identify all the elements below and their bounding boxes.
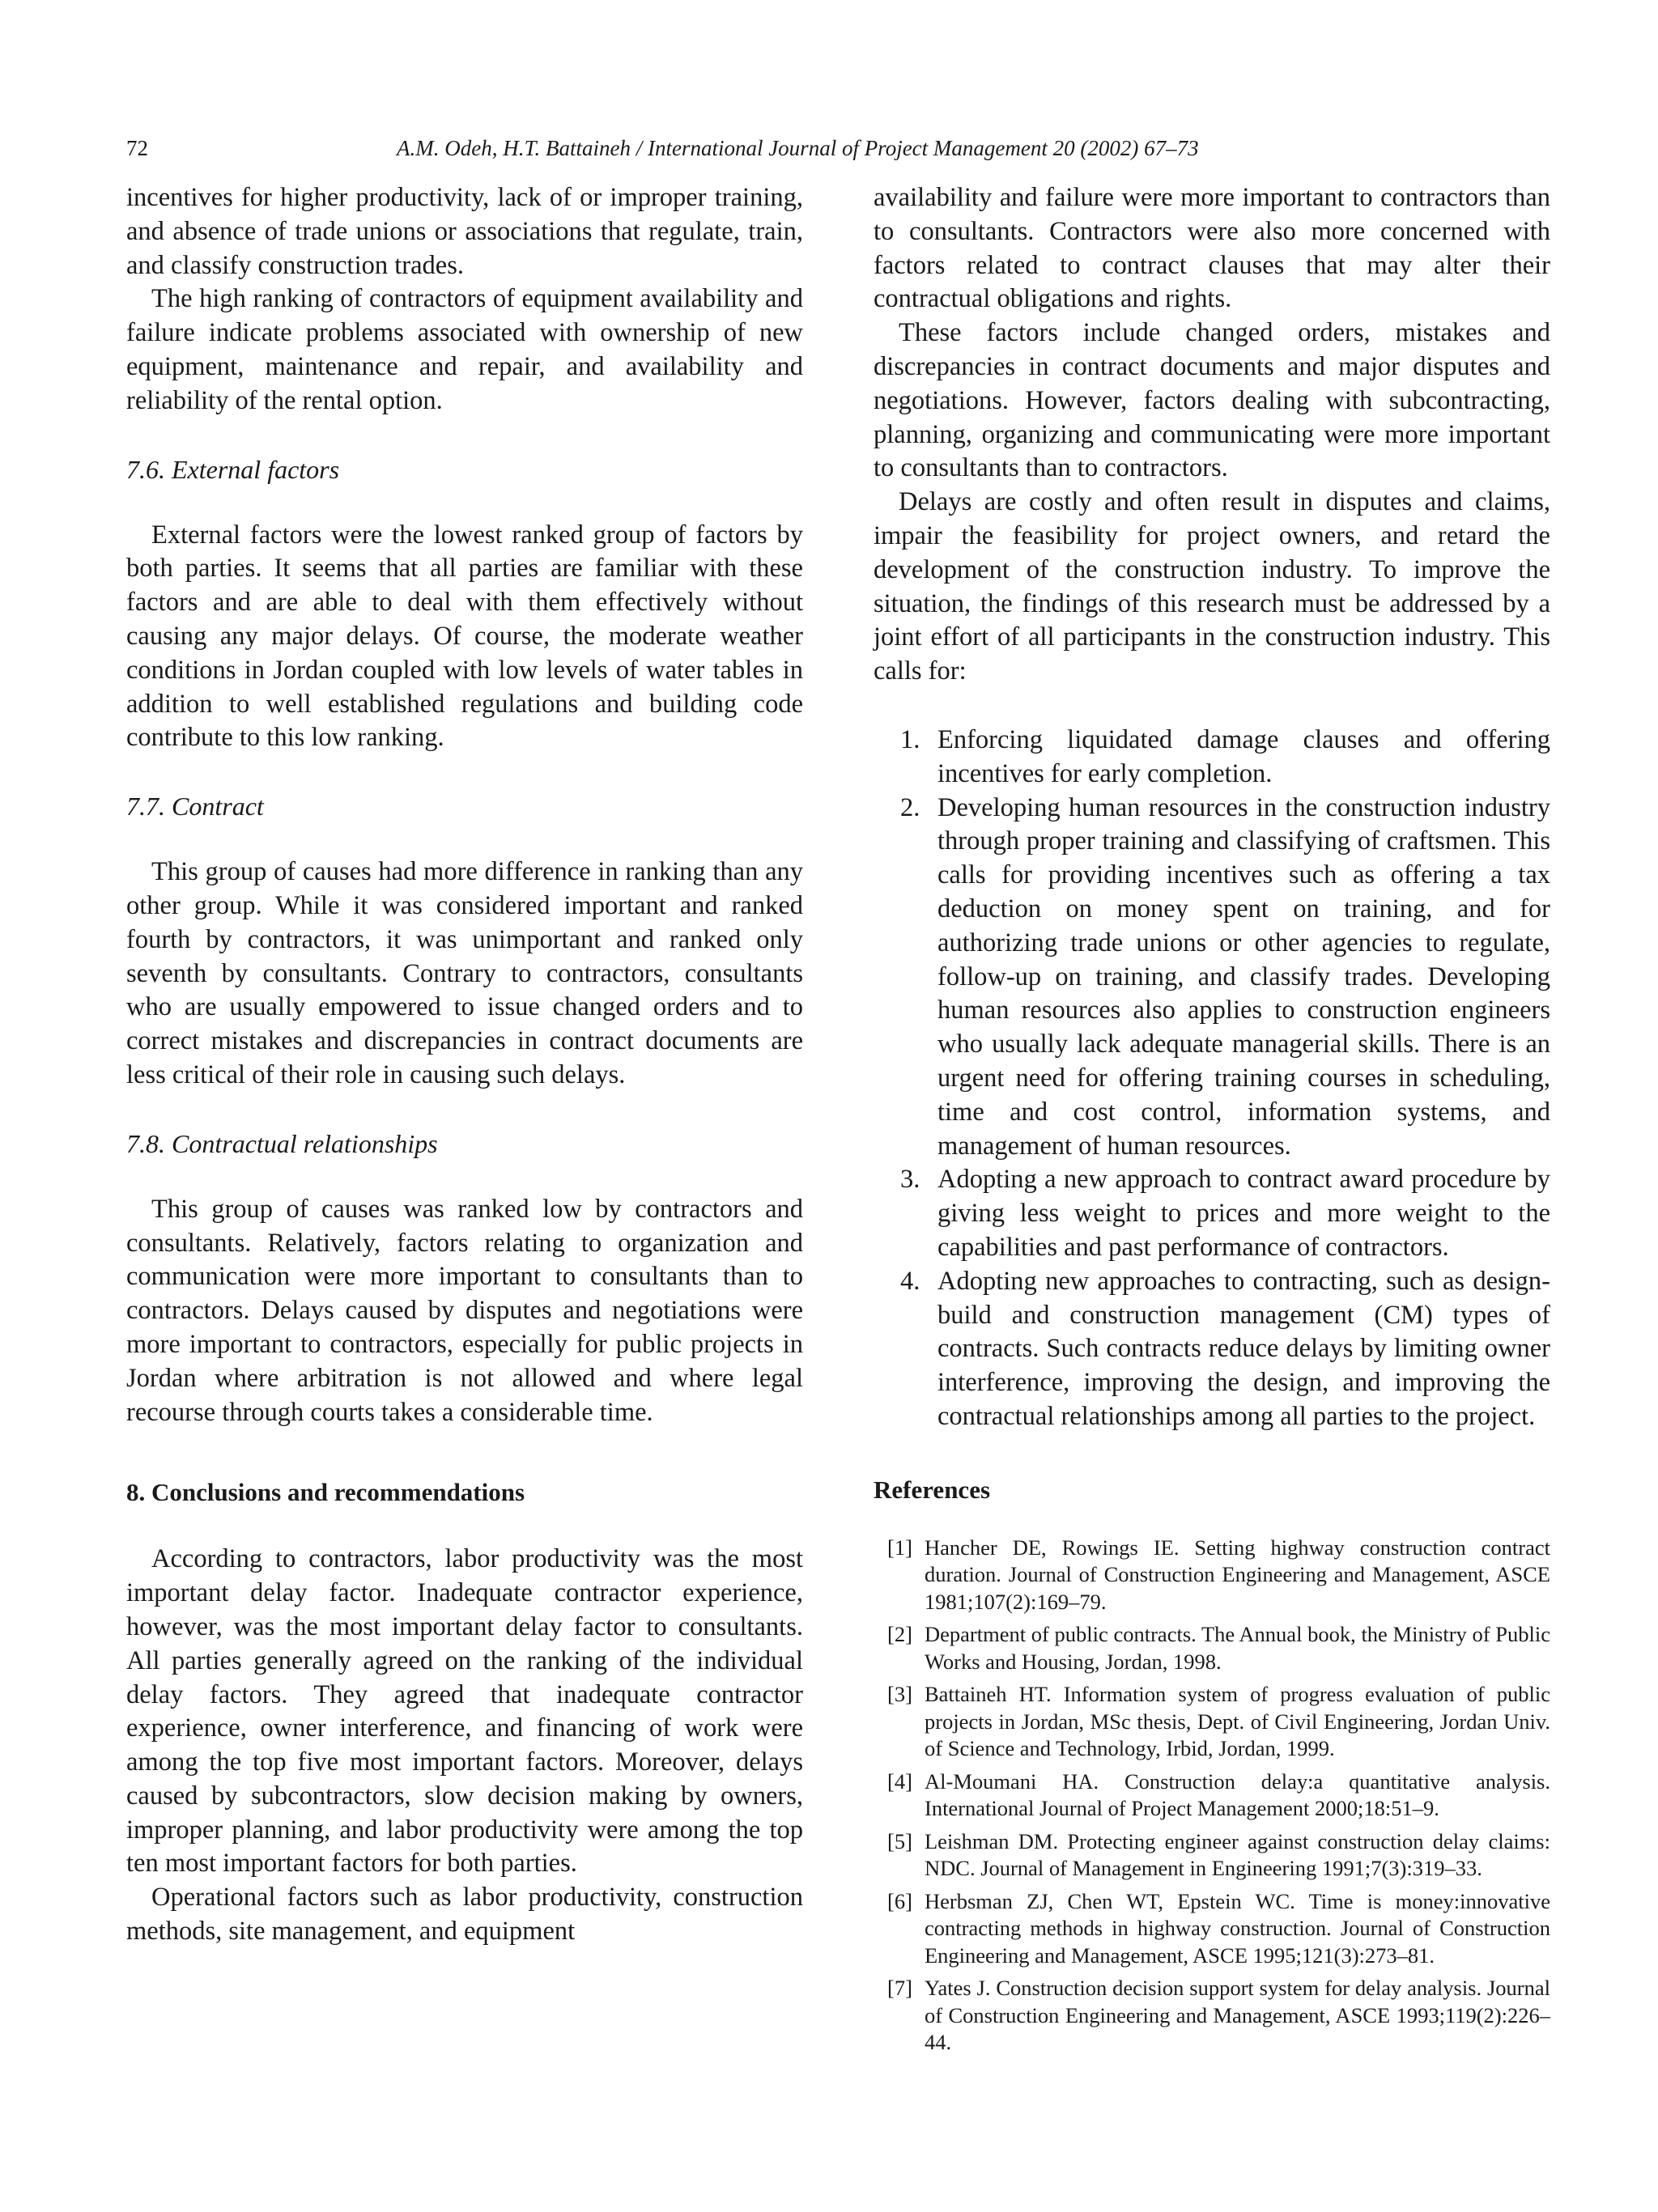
intro-paragraph-continued: incentives for higher productivity, lack of or improper training, and absence of trade unions or associations that regulate, train, and classify construction trades.: [126, 183, 803, 280]
section-7-6-paragraph: External factors were the lowest ranked group of factors by both parties. It seems that all parties are familiar with these factors and are able to deal with them effectively without causing any major delays. Of course, the moderate weather conditions in Jordan coupled with low levels of water tables in addition to well established regulations and building code contribute to this low ranking.: [126, 520, 803, 753]
reference-number: [7]: [887, 1976, 912, 2001]
reference-item: [874, 1768, 1550, 1823]
reference-item: [874, 1621, 1550, 1675]
paragraph-continued: availability and failure were more important to contractors than to consultants. Contractors were also more concerned with factors related to contract clauses that may alter their contractual obligations and rights.: [874, 183, 1550, 314]
reference-text: Battaineh HT. Information system of progress evaluation of public projects in Jordan, MSc thesis, Dept. of Civil Engineering, Jordan Univ. of Science and Technology, Irbid, Jordan, 1999.: [925, 1682, 1550, 1761]
reference-item: [874, 1535, 1550, 1616]
recommendation-item: [874, 1163, 1550, 1264]
section-7-7-heading: 7.7. Contract: [126, 792, 264, 822]
reference-number: [5]: [887, 1828, 912, 1853]
journal-citation-header: A.M. Odeh, H.T. Battaineh / International Journal of Project Management 20 (2002) 67–73: [397, 136, 1199, 160]
reference-text: Herbsman ZJ, Chen WT, Epstein WC. Time is money:innovative contracting methods in highway construction. Journal of Construction Engineering and Management, ASCE 1995;121(3):273–81.: [925, 1888, 1550, 1968]
recommendation-item: [874, 724, 1550, 792]
references-heading: References: [874, 1475, 991, 1504]
reference-text: Department of public contracts. The Annual book, the Ministry of Public Works and Housing, Jordan, 1998.: [925, 1622, 1550, 1674]
paragraph-factors: These factors include changed orders, mistakes and discrepancies in contract documents and major disputes and negotiations. However, factors dealing with subcontracting, planning, organizing and communicating were more important to consultants than to contractors.: [874, 318, 1550, 483]
recommendation-text: Enforcing liquidated damage clauses and offering incentives for early completion.: [937, 724, 1550, 788]
reference-item: [874, 1828, 1550, 1883]
reference-number: [4]: [887, 1768, 912, 1794]
section-7-8-paragraph: This group of causes was ranked low by contractors and consultants. Relatively, factors relating to organization and communication were more important to consultants than to contractors. Delays caused by disputes and negotiations were more important to contractors, especially for public projects in Jordan where arbitration is not allowed and where legal recourse through courts takes a considerable time.: [126, 1194, 803, 1427]
paragraph-delays: Delays are costly and often result in disputes and claims, impair the feasibility for project owners, and retard the development of the construction industry. To improve the situation, the findings of this research must be addressed by a joint effort of all participants in the construction industry. This calls for:: [874, 487, 1550, 686]
reference-number: [2]: [887, 1622, 912, 1647]
recommendation-number: 1.: [900, 724, 920, 754]
recommendation-text: Adopting a new approach to contract award procedure by giving less weight to prices and more weight to the capabilities and past performance of contractors.: [937, 1165, 1550, 1262]
recommendation-number: 2.: [900, 792, 920, 822]
reference-text: Yates J. Construction decision support system for delay analysis. Journal of Construction Engineering and Management, ASCE 1993;119(2):226–44.: [925, 1976, 1550, 2055]
right-column: [874, 181, 1550, 2062]
reference-item: [874, 1975, 1550, 2057]
section-8-paragraph-2: Operational factors such as labor productivity, construction methods, site management, and equipment: [126, 1883, 803, 1947]
intro-paragraph-equipment: The high ranking of contractors of equipment availability and failure indicate problems associated with ownership of new equipment, maintenance and repair, and availability and reliability of the rental option.: [126, 284, 803, 415]
recommendation-text: Adopting new approaches to contracting, such as design-build and construction management (CM) types of contracts. Such contracts reduce delays by limiting owner interference, improving the design, and improving the contractual relationships among all parties to the project.: [937, 1266, 1550, 1431]
section-7-6-heading: 7.6. External factors: [126, 454, 340, 484]
running-head: [0, 136, 1658, 168]
reference-item: [874, 1681, 1550, 1763]
reference-number: [3]: [887, 1682, 912, 1707]
left-column: [126, 181, 803, 1949]
reference-text: Al-Moumani HA. Construction delay:a quantitative analysis. International Journal of Project Management 2000;18:51–9.: [925, 1768, 1550, 1821]
recommendation-item: [874, 1265, 1550, 1434]
reference-text: Leishman DM. Protecting engineer against construction delay claims: NDC. Journal of Management in Engineering 1991;7(3):319–33.: [925, 1828, 1550, 1881]
recommendation-text: Developing human resources in the construction industry through proper training and classifying of craftsmen. This calls for providing incentives such as offering a tax deduction on money spent on training, and for authorizing trade unions or other agencies to regulate, follow-up on training, and classify trades. Developing human resources also applies to construction engineers who usually lack adequate managerial skills. There is an urgent need for offering training courses in scheduling, time and cost control, information systems, and management of human resources.: [937, 792, 1550, 1161]
references-list: [874, 1535, 1550, 2057]
reference-number: [6]: [887, 1888, 912, 1913]
section-7-8-heading: 7.8. Contractual relationships: [126, 1128, 438, 1158]
section-8-heading: 8. Conclusions and recommendations: [126, 1478, 525, 1507]
page-number: 72: [126, 136, 148, 160]
recommendation-item: [874, 792, 1550, 1164]
reference-item: [874, 1888, 1550, 1970]
recommendation-number: 4.: [900, 1266, 920, 1296]
section-7-7-paragraph: This group of causes had more difference in ranking than any other group. While it was considered important and ranked fourth by contractors, it was unimportant and ranked only seventh by consultants. Contrary to contractors, consultants who are usually empowered to issue changed orders and to correct mistakes and discrepancies in contract documents are less critical of their role in causing such delays.: [126, 857, 803, 1089]
recommendations-list: [874, 724, 1550, 1434]
section-8-paragraph-1: According to contractors, labor productivity was the most important delay factor. Inadequate contractor experience, however, was the most important delay factor to consultants. All parties generally agreed on the ranking of the individual delay factors. They agreed that inadequate contractor experience, owner interference, and financing of work were among the top five most important factors. Moreover, delays caused by subcontractors, slow decision making by owners, improper planning, and labor productivity were among the top ten most important factors for both parties.: [126, 1544, 803, 1879]
reference-text: Hancher DE, Rowings IE. Setting highway construction contract duration. Journal of Construction Engineering and Management, ASCE 1981;107(2):169–79.: [925, 1535, 1550, 1614]
recommendation-number: 3.: [900, 1165, 920, 1195]
reference-number: [1]: [887, 1535, 912, 1560]
